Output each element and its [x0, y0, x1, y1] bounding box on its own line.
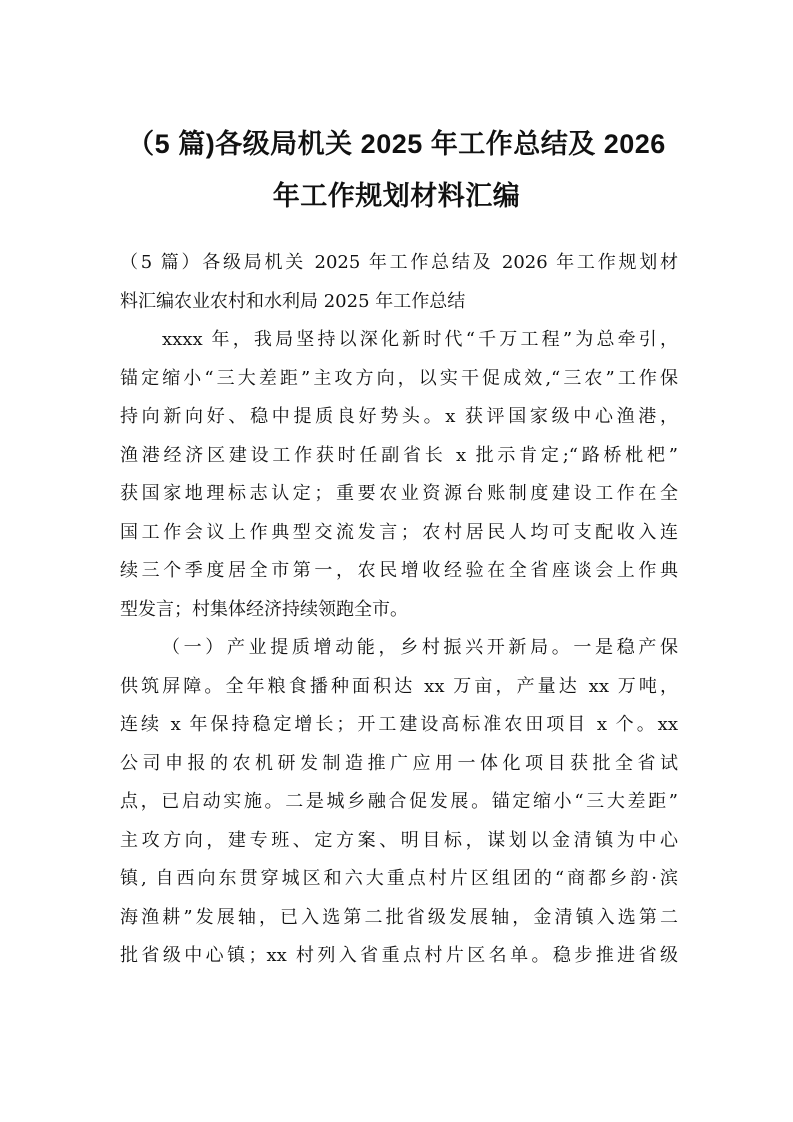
body-line: 主攻方向，建专班、定方案、明目标，谋划以金清镇为中心	[120, 829, 678, 851]
body-line: 供筑屏障。全年粮食播种面积达 xx 万亩，产量达 xx 万吨，	[120, 675, 678, 697]
document-title	[100, 118, 693, 222]
body-line: 渔港经济区建设工作获时任副省长 x 批示肯定;“路桥枇杷”	[120, 444, 678, 466]
body-line: 料汇编农业农村和水利局 2025 年工作总结	[120, 290, 466, 312]
body-line: xxxx 年，我局坚持以深化新时代“千万工程”为总牵引，	[162, 329, 678, 350]
body-line: 国工作会议上作典型交流发言；农村居民人均可支配收入连	[120, 521, 678, 543]
body-line: （一）产业提质增动能，乡村振兴开新局。一是稳产保	[162, 637, 678, 658]
body-line: 海渔耕”发展轴，已入选第二批省级发展轴，金清镇入选第二	[120, 906, 678, 928]
body-line: 续三个季度居全市第一，农民增收经验在全省座谈会上作典	[120, 560, 678, 581]
body-line: 镇, 自西向东贯穿城区和六大重点村片区组团的“商都乡韵·滨	[120, 868, 678, 889]
document-body	[120, 244, 678, 976]
body-line: 锚定缩小“三大差距”主攻方向，以实干促成效,“三农”工作保	[120, 367, 678, 389]
body-line: 公司申报的农机研发制造推广应用一体化项目获批全省试	[120, 752, 678, 774]
body-line: 连续 x 年保持稳定增长；开工建设高标准农田项目 x 个。xx	[120, 714, 678, 735]
body-line: （5 篇）各级局机关 2025 年工作总结及 2026 年工作规划材	[120, 252, 678, 273]
body-line: 持向新向好、稳中提质良好势头。x 获评国家级中心渔港，	[120, 406, 678, 427]
body-line: 批省级中心镇；xx 村列入省重点村片区名单。稳步推进省级	[120, 945, 678, 966]
title-line-1: （5 篇)各级局机关 2025 年工作总结及 2026	[127, 129, 666, 159]
title-line-2: 年工作规划材料汇编	[272, 181, 521, 211]
body-line: 获国家地理标志认定；重要农业资源台账制度建设工作在全	[120, 483, 678, 504]
body-line: 点，已启动实施。二是城乡融合促发展。锚定缩小“三大差距”	[120, 791, 678, 812]
body-line: 型发言；村集体经济持续领跑全市。	[120, 598, 408, 620]
